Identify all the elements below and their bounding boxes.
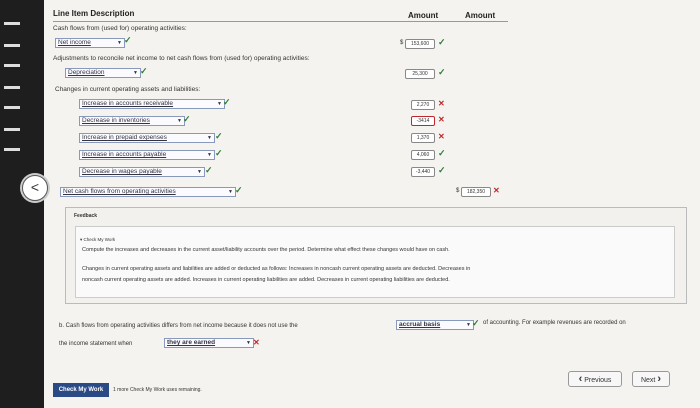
check-icon: ✓	[215, 131, 223, 141]
line-item-dropdown[interactable]	[79, 167, 205, 177]
check-my-work-heading-text: Check My Work	[83, 237, 116, 242]
check-icon: ✓	[438, 37, 446, 47]
line-item-amount[interactable]: -3,440	[411, 167, 435, 177]
operating-activities-label: Cash flows from (used for) operating activities:	[53, 25, 187, 32]
net-cash-amount[interactable]: 182,350	[461, 187, 491, 197]
x-icon: ✕	[253, 338, 260, 347]
line-item-value: Increase in prepaid expenses	[82, 134, 167, 141]
line-item-value: Decrease in inventories	[82, 117, 150, 124]
revenue-timing-value: they are earned	[167, 339, 216, 346]
column-header-amount-1: Amount	[408, 11, 439, 20]
depreciation-amount[interactable]: 25,300	[405, 69, 435, 79]
check-icon: ✓	[438, 67, 446, 77]
net-income-amount[interactable]: 153,600	[405, 39, 435, 49]
sidebar-marker	[4, 22, 20, 25]
chevron-down-icon: ▼	[466, 322, 471, 328]
net-income-dropdown[interactable]	[55, 38, 125, 48]
feedback-title: Feedback	[74, 213, 98, 219]
sidebar-marker	[4, 148, 20, 151]
next-label: Next	[640, 377, 656, 384]
chevron-down-icon: ▼	[197, 169, 202, 175]
question-b-line2: the income statement when	[59, 341, 133, 347]
chevron-left-icon: <	[30, 179, 40, 195]
check-icon: ✓	[205, 165, 213, 175]
sidebar-marker	[4, 106, 20, 109]
chevron-down-icon: ▼	[207, 152, 212, 158]
question-b-suffix: of accounting. For example revenues are recorded on	[483, 320, 626, 326]
chevron-left-icon: ‹	[578, 373, 583, 385]
line-item-value: Decrease in wages payable	[82, 168, 162, 175]
previous-label: Previous	[584, 377, 612, 384]
sidebar-marker	[4, 86, 20, 89]
check-icon: ✓	[235, 185, 243, 195]
left-sidebar	[0, 0, 44, 408]
line-item-amount[interactable]: 2,270	[411, 100, 435, 110]
line-item-dropdown[interactable]	[79, 116, 185, 126]
adjustments-label: Adjustments to reconcile net income to net cash flows from (used for) operating activities:	[53, 55, 310, 62]
net-cash-value: Net cash flows from operating activities	[63, 188, 176, 195]
depreciation-value: Depreciation	[68, 69, 105, 76]
check-my-work-button[interactable]: Check My Work	[53, 383, 109, 397]
revenue-timing-dropdown[interactable]	[164, 338, 254, 348]
x-icon: ✕	[438, 115, 445, 124]
dollar-sign: $	[456, 188, 460, 194]
check-icon: ✓	[183, 114, 191, 124]
check-my-work-heading[interactable]: ▾ Check My Work	[80, 237, 116, 242]
chevron-down-icon: ▼	[217, 101, 222, 107]
chevron-down-icon: ▼	[228, 189, 233, 195]
question-b-prefix: b. Cash flows from operating activities differs from net income because it does not use the	[59, 323, 298, 329]
sidebar-marker	[4, 44, 20, 47]
check-icon: ✓	[438, 148, 446, 158]
feedback-content	[75, 226, 675, 298]
net-income-value: Net income	[58, 39, 91, 46]
feedback-paragraph-2a: Changes in current operating assets and liabilities are added or deducted as follows: Increases in noncash current operating assets are deducted. Decreases in	[82, 266, 471, 272]
check-icon: ✓	[215, 148, 223, 158]
sidebar-marker	[4, 64, 20, 67]
line-item-amount[interactable]: 1,370	[411, 133, 435, 143]
line-item-value: Increase in accounts receivable	[82, 100, 174, 107]
chevron-down-icon: ▼	[246, 340, 251, 346]
feedback-paragraph-1: Compute the increases and decreases in the current asset/liability accounts over the period. Determine what effect these changes would have on cash.	[82, 247, 450, 253]
line-item-dropdown[interactable]	[79, 150, 215, 160]
chevron-down-icon: ▼	[177, 118, 182, 124]
back-arrow-button[interactable]	[22, 175, 48, 201]
accounting-basis-dropdown[interactable]	[396, 320, 474, 330]
line-item-dropdown[interactable]	[79, 133, 215, 143]
sidebar-marker	[4, 128, 20, 131]
net-cash-dropdown[interactable]	[60, 187, 236, 197]
x-icon: ✕	[438, 99, 445, 108]
header-divider	[53, 21, 508, 22]
check-icon: ✓	[140, 66, 148, 76]
line-item-dropdown[interactable]	[79, 99, 225, 109]
previous-button[interactable]	[568, 371, 622, 387]
line-item-value: Increase in accounts payable	[82, 151, 167, 158]
check-icon: ✓	[124, 35, 132, 45]
line-item-amount[interactable]: 4,060	[411, 150, 435, 160]
check-icon: ✓	[438, 165, 446, 175]
x-icon: ✕	[493, 186, 500, 195]
accounting-basis-value: accrual basis	[399, 321, 441, 328]
dollar-sign: $	[400, 40, 404, 46]
depreciation-dropdown[interactable]	[65, 68, 141, 78]
check-icon: ✓	[223, 97, 231, 107]
changes-label: Changes in current operating assets and liabilities:	[55, 86, 201, 93]
remaining-uses-label: 1 more Check My Work uses remaining.	[113, 387, 202, 393]
chevron-right-icon: ›	[657, 373, 662, 385]
column-header-line-item: Line Item Description	[53, 9, 135, 18]
next-button[interactable]	[632, 371, 670, 387]
check-icon: ✓	[472, 318, 480, 328]
column-header-amount-2: Amount	[465, 11, 496, 20]
line-item-amount[interactable]: -3414	[411, 116, 435, 126]
chevron-down-icon: ▼	[117, 40, 122, 46]
x-icon: ✕	[438, 132, 445, 141]
chevron-down-icon: ▼	[207, 135, 212, 141]
feedback-paragraph-2b: noncash current operating assets are added. Increases in current operating liabilities are added. Decreases in current operating liabilities are deducted.	[82, 277, 450, 283]
chevron-down-icon: ▼	[133, 70, 138, 76]
